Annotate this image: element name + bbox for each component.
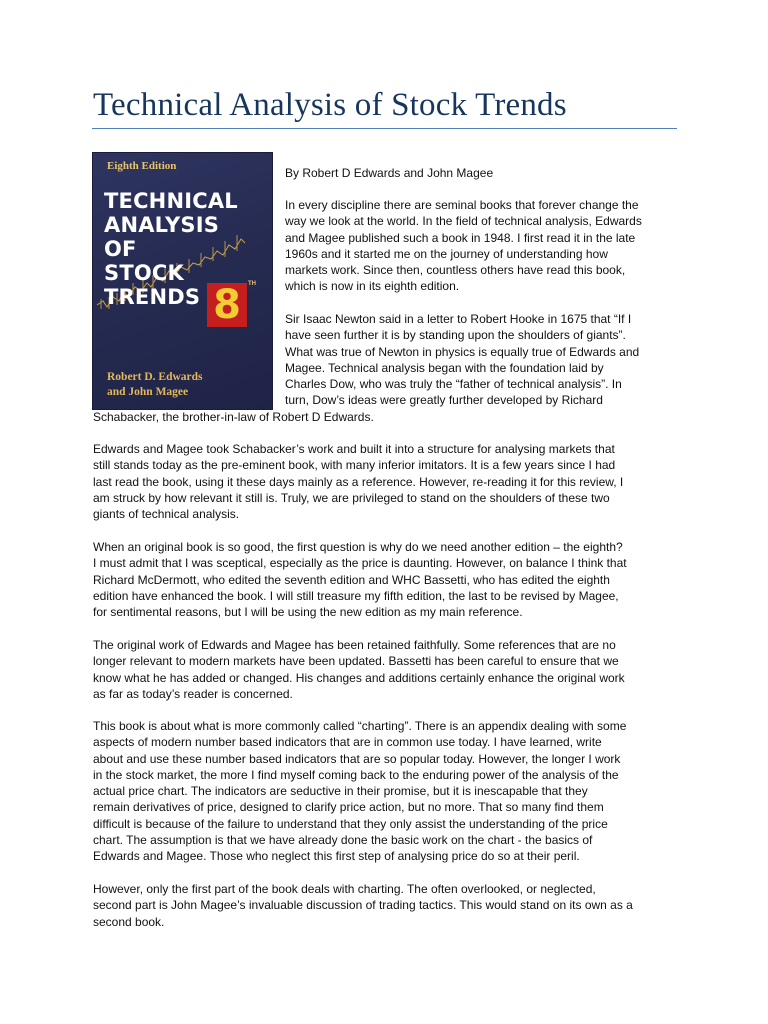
cover-title-line: TECHNICAL xyxy=(104,189,238,213)
cover-title-line: STOCK xyxy=(104,261,184,285)
document-title: Technical Analysis of Stock Trends xyxy=(93,87,567,123)
cover-edition-number: 8 xyxy=(207,283,247,327)
paragraph-structure: Edwards and Magee took Schabacker’s work and built it into a structure for analysing markets that still stands today as the pre-eminent book, with many inferior imitators. It is a few years since I had last read the book, using it these days mainly as a reference. However, re-reading it for this review, I am struck by how relevant it still is. Truly, we are privileged to stand on the shoulders of these two giants of technical analysis. xyxy=(93,442,624,522)
cover-author-line: Robert D. Edwards xyxy=(107,371,203,383)
cover-edition-label: Eighth Edition xyxy=(107,160,177,172)
paragraph-newton: Sir Isaac Newton said in a letter to Robert Hooke in 1675 that “If I have seen further it is by standing upon the shoulders of giants”. What was true of Newton in physics is equally true of Edwards and Magee. Technical analysis began with the foundation laid by Charles Dow, who was truly the “father of technical analysis”. In turn, Dow’s ideas were greatly further developed by Richard xyxy=(285,312,640,408)
paragraph-newton-continued: Schabacker, the brother-in-law of Robert D Edwards. xyxy=(93,410,374,424)
cover-authors xyxy=(107,370,203,400)
cover-edition-suffix: TH xyxy=(248,281,256,287)
paragraph-charting: This book is about what is more commonly called “charting”. There is an appendix dealing with some aspects of modern number based indicators that are in common use today. I have learned, write about and use these number based indicators that are so popular today. However, the longer I work in the stock market, the more I find myself coming back to the enduring power of the analysis of the actual price chart. The indicators are seductive in their promise, but it is inescapable that they remain derivatives of price, designed to clarify price action, but no more. That so many find them difficult is because of the failure to understand that they only assist the understanding of the price chart. The assumption is that we have already done the basic work on the chart - the basics of Edwards and Magee. Those who neglect this first step of analysing price do so at their peril. xyxy=(93,719,627,864)
paragraph-intro: In every discipline there are seminal books that forever change the way we look at the world. In the field of technical analysis, Edwards and Magee published such a book in 1948. I first read it in the late 1960s and it started me on the journey of understanding how markets work. Since then, countless others have read this book, which is now in its eighth edition. xyxy=(285,198,642,294)
paragraph-eighth-edition: When an original book is so good, the first question is why do we need another edition – the eighth? I must admit that I was sceptical, especially as the price is daunting. However, on balance I think that Richard McDermott, who edited the seventh edition and WHC Bassetti, who has edited the eighth edition have enhanced the book. I will still treasure my fifth edition, the last to be revised by Magee, for sentimental reasons, but I will be using the new edition as my main reference. xyxy=(93,540,627,620)
cover-title-line: TRENDS xyxy=(104,285,201,309)
paragraph-trading-tactics: However, only the first part of the book deals with charting. The often overlooked, or neglected, second part is John Magee’s invaluable discussion of trading tactics. This would stand on its own as a second book. xyxy=(93,882,633,929)
byline: By Robert D Edwards and John Magee xyxy=(285,166,494,180)
title-divider xyxy=(92,128,677,129)
book-cover-image xyxy=(93,153,272,409)
paragraph-original-work: The original work of Edwards and Magee has been retained faithfully. Some references that are no longer relevant to modern markets have been updated. Bassetti has been careful to ensure that we know what he has added or changed. His changes and additions certainly enhance the original work as far as today’s reader is concerned. xyxy=(93,638,625,701)
cover-title-line: OF xyxy=(104,237,137,261)
cover-title-line: ANALYSIS xyxy=(104,213,220,237)
cover-author-line: and John Magee xyxy=(107,386,189,398)
